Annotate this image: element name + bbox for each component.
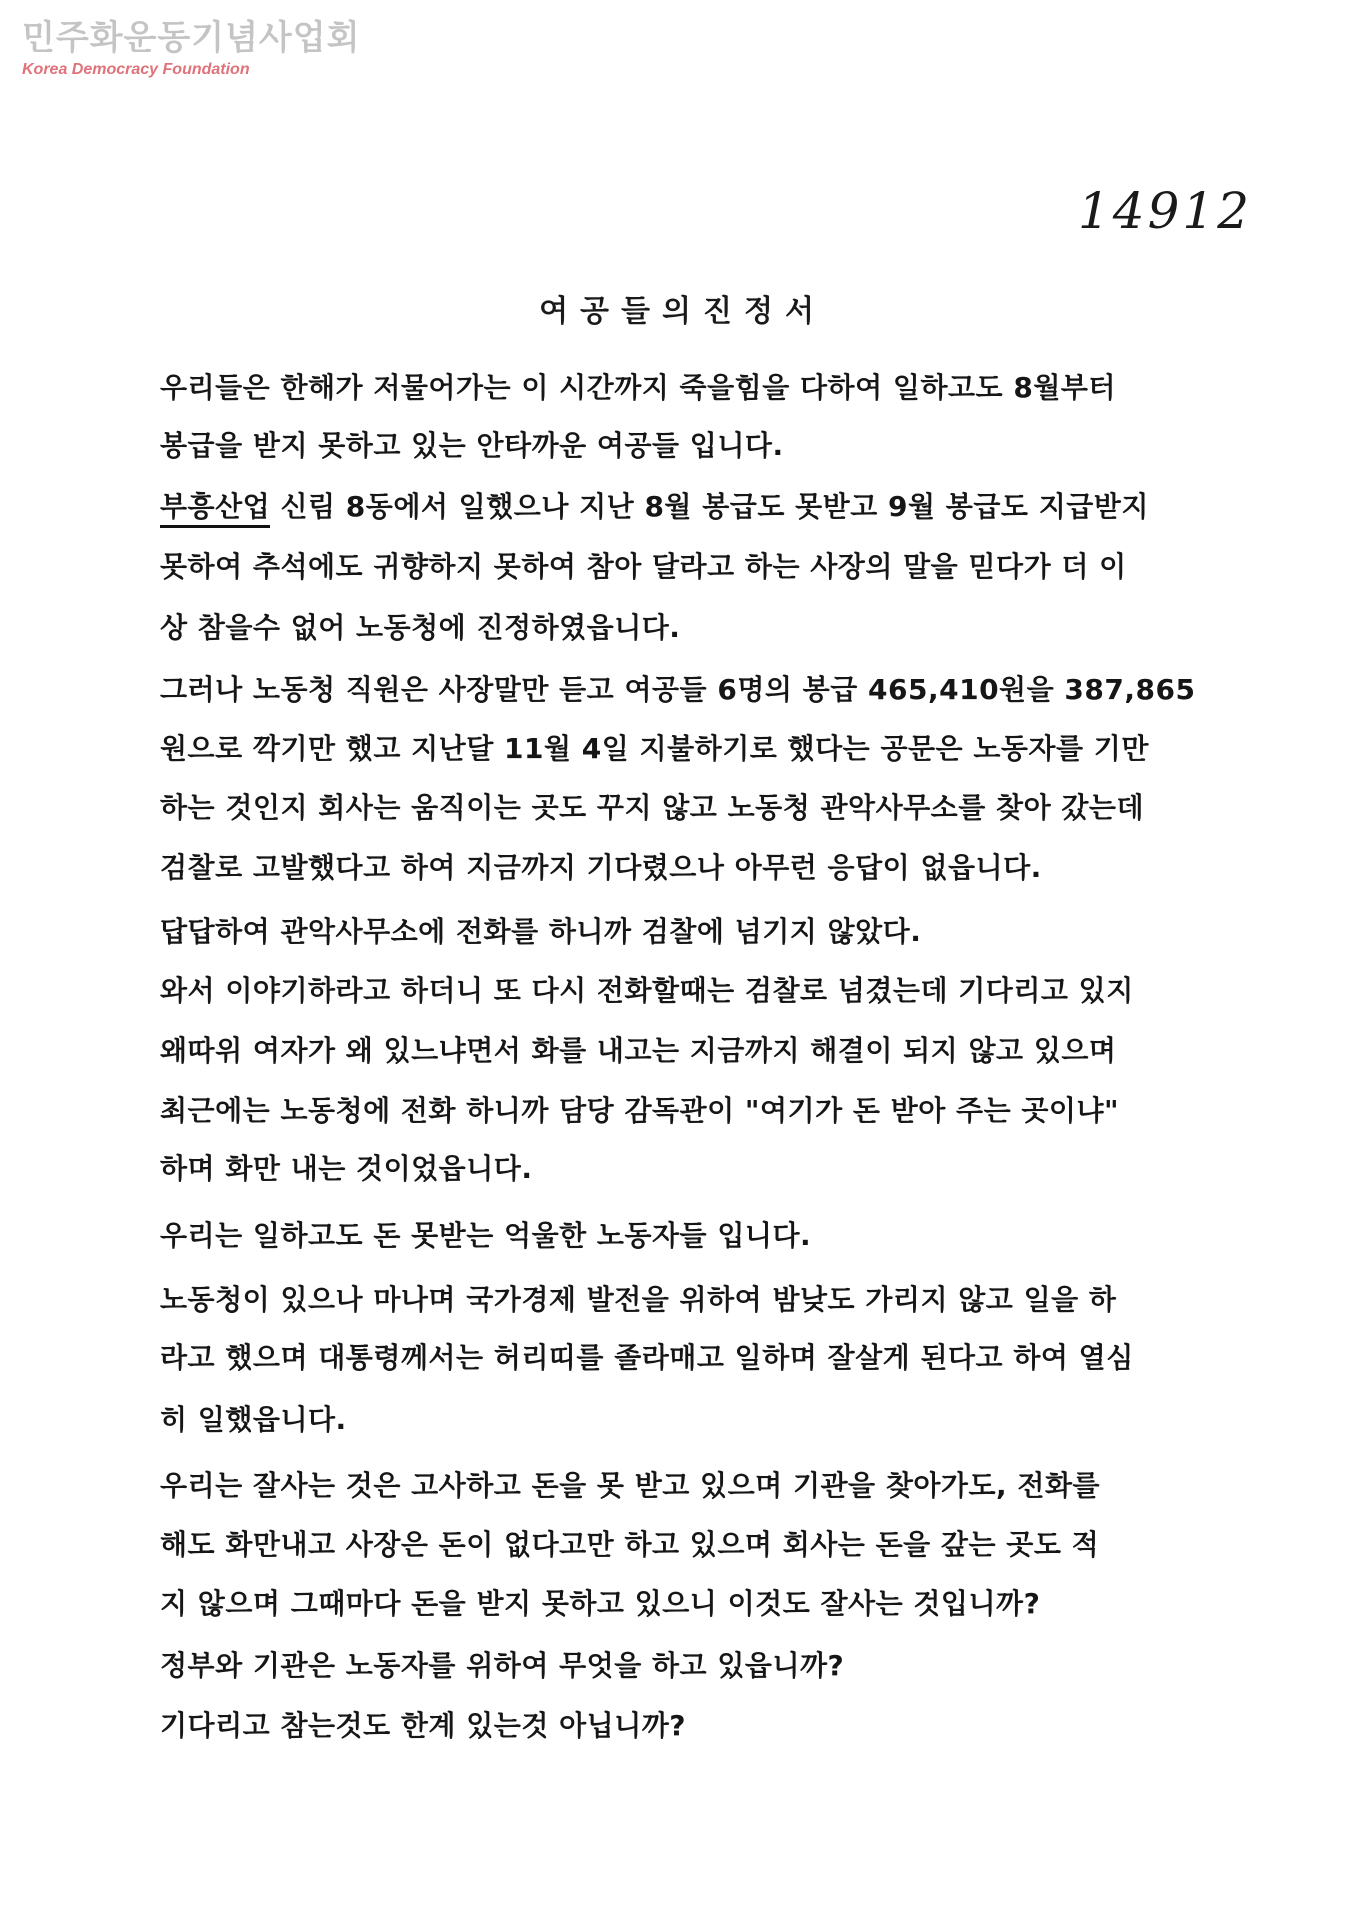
text-line: 우리들은 한해가 저물어가는 이 시간까지 죽을힘을 다하여 일하고도 8월부터 xyxy=(160,371,1116,404)
watermark-korean-text: 민주화운동기념사업회 xyxy=(22,18,361,58)
text-line: 최근에는 노동청에 전화 하니까 담당 감독관이 "여기가 돈 받아 주는 곳이냐" xyxy=(160,1094,1120,1127)
text-line: 상 참을수 없어 노동청에 진정하였읍니다. xyxy=(160,611,681,644)
text-line: 히 일했읍니다. xyxy=(160,1403,347,1436)
text-line: 기다리고 참는것도 한계 있는것 아닙니까? xyxy=(160,1709,687,1742)
text-line: 와서 이야기하라고 하더니 또 다시 전화할때는 검찰로 넘겼는데 기다리고 있지 xyxy=(160,974,1134,1007)
text-line: 원으로 깍기만 했고 지난달 11월 4일 지불하기로 했다는 공문은 노동자를 기만 xyxy=(160,732,1149,765)
text-line: 노동청이 있으나 마나며 국가경제 발전을 위하여 밤낮도 가리지 않고 일을 하 xyxy=(160,1283,1117,1316)
underlined-company-name: 부흥산업 xyxy=(160,490,270,528)
text-line: 못하여 추석에도 귀향하지 못하여 참아 달라고 하는 사장의 말을 믿다가 더 이 xyxy=(160,550,1127,583)
watermark-english-text: Korea Democracy Foundation xyxy=(22,61,250,78)
text-line: 답답하여 관악사무소에 전화를 하니까 검찰에 넘기지 않았다. xyxy=(160,915,922,948)
text-line: 왜따위 여자가 왜 있느냐면서 화를 내고는 지금까지 해결이 되지 않고 있으며 xyxy=(160,1034,1117,1067)
text-line: 검찰로 고발했다고 하여 지금까지 기다렸으나 아무런 응답이 없읍니다. xyxy=(160,851,1042,884)
text-line: 우리는 일하고도 돈 못받는 억울한 노동자들 입니다. xyxy=(160,1219,812,1252)
text-line: 지 않으며 그때마다 돈을 받지 못하고 있으니 이것도 잘사는 것입니까? xyxy=(160,1587,1041,1620)
text-line: 해도 화만내고 사장은 돈이 없다고만 하고 있으며 회사는 돈을 갚는 곳도 적 xyxy=(160,1528,1100,1561)
text-line: 정부와 기관은 노동자를 위하여 무엇을 하고 있읍니까? xyxy=(160,1649,845,1682)
text-line: 그러나 노동청 직원은 사장말만 듣고 여공들 6명의 봉급 465,410원을 387,865 xyxy=(160,673,1196,706)
text-line: 하는 것인지 회사는 움직이는 곳도 꾸지 않고 노동청 관악사무소를 찾아 갔는데 xyxy=(160,791,1145,824)
document-number: 14912 xyxy=(1078,182,1253,240)
text-line: 봉급을 받지 못하고 있는 안타까운 여공들 입니다. xyxy=(160,429,784,462)
text-line: 라고 했으며 대통령께서는 허리띠를 졸라매고 일하며 잘살게 된다고 하여 열심 xyxy=(160,1341,1134,1374)
watermark-logo xyxy=(22,18,360,80)
text-line: 부흥산업 신림 8동에서 일했으나 지난 8월 봉급도 못받고 9월 봉급도 지급받지 xyxy=(160,492,1149,522)
text-line: 우리는 잘사는 것은 고사하고 돈을 못 받고 있으며 기관을 찾아가도, 전화를 xyxy=(160,1469,1101,1502)
document-title: 여공들의진정서 xyxy=(539,294,826,329)
text-line: 하며 화만 내는 것이었읍니다. xyxy=(160,1152,533,1185)
